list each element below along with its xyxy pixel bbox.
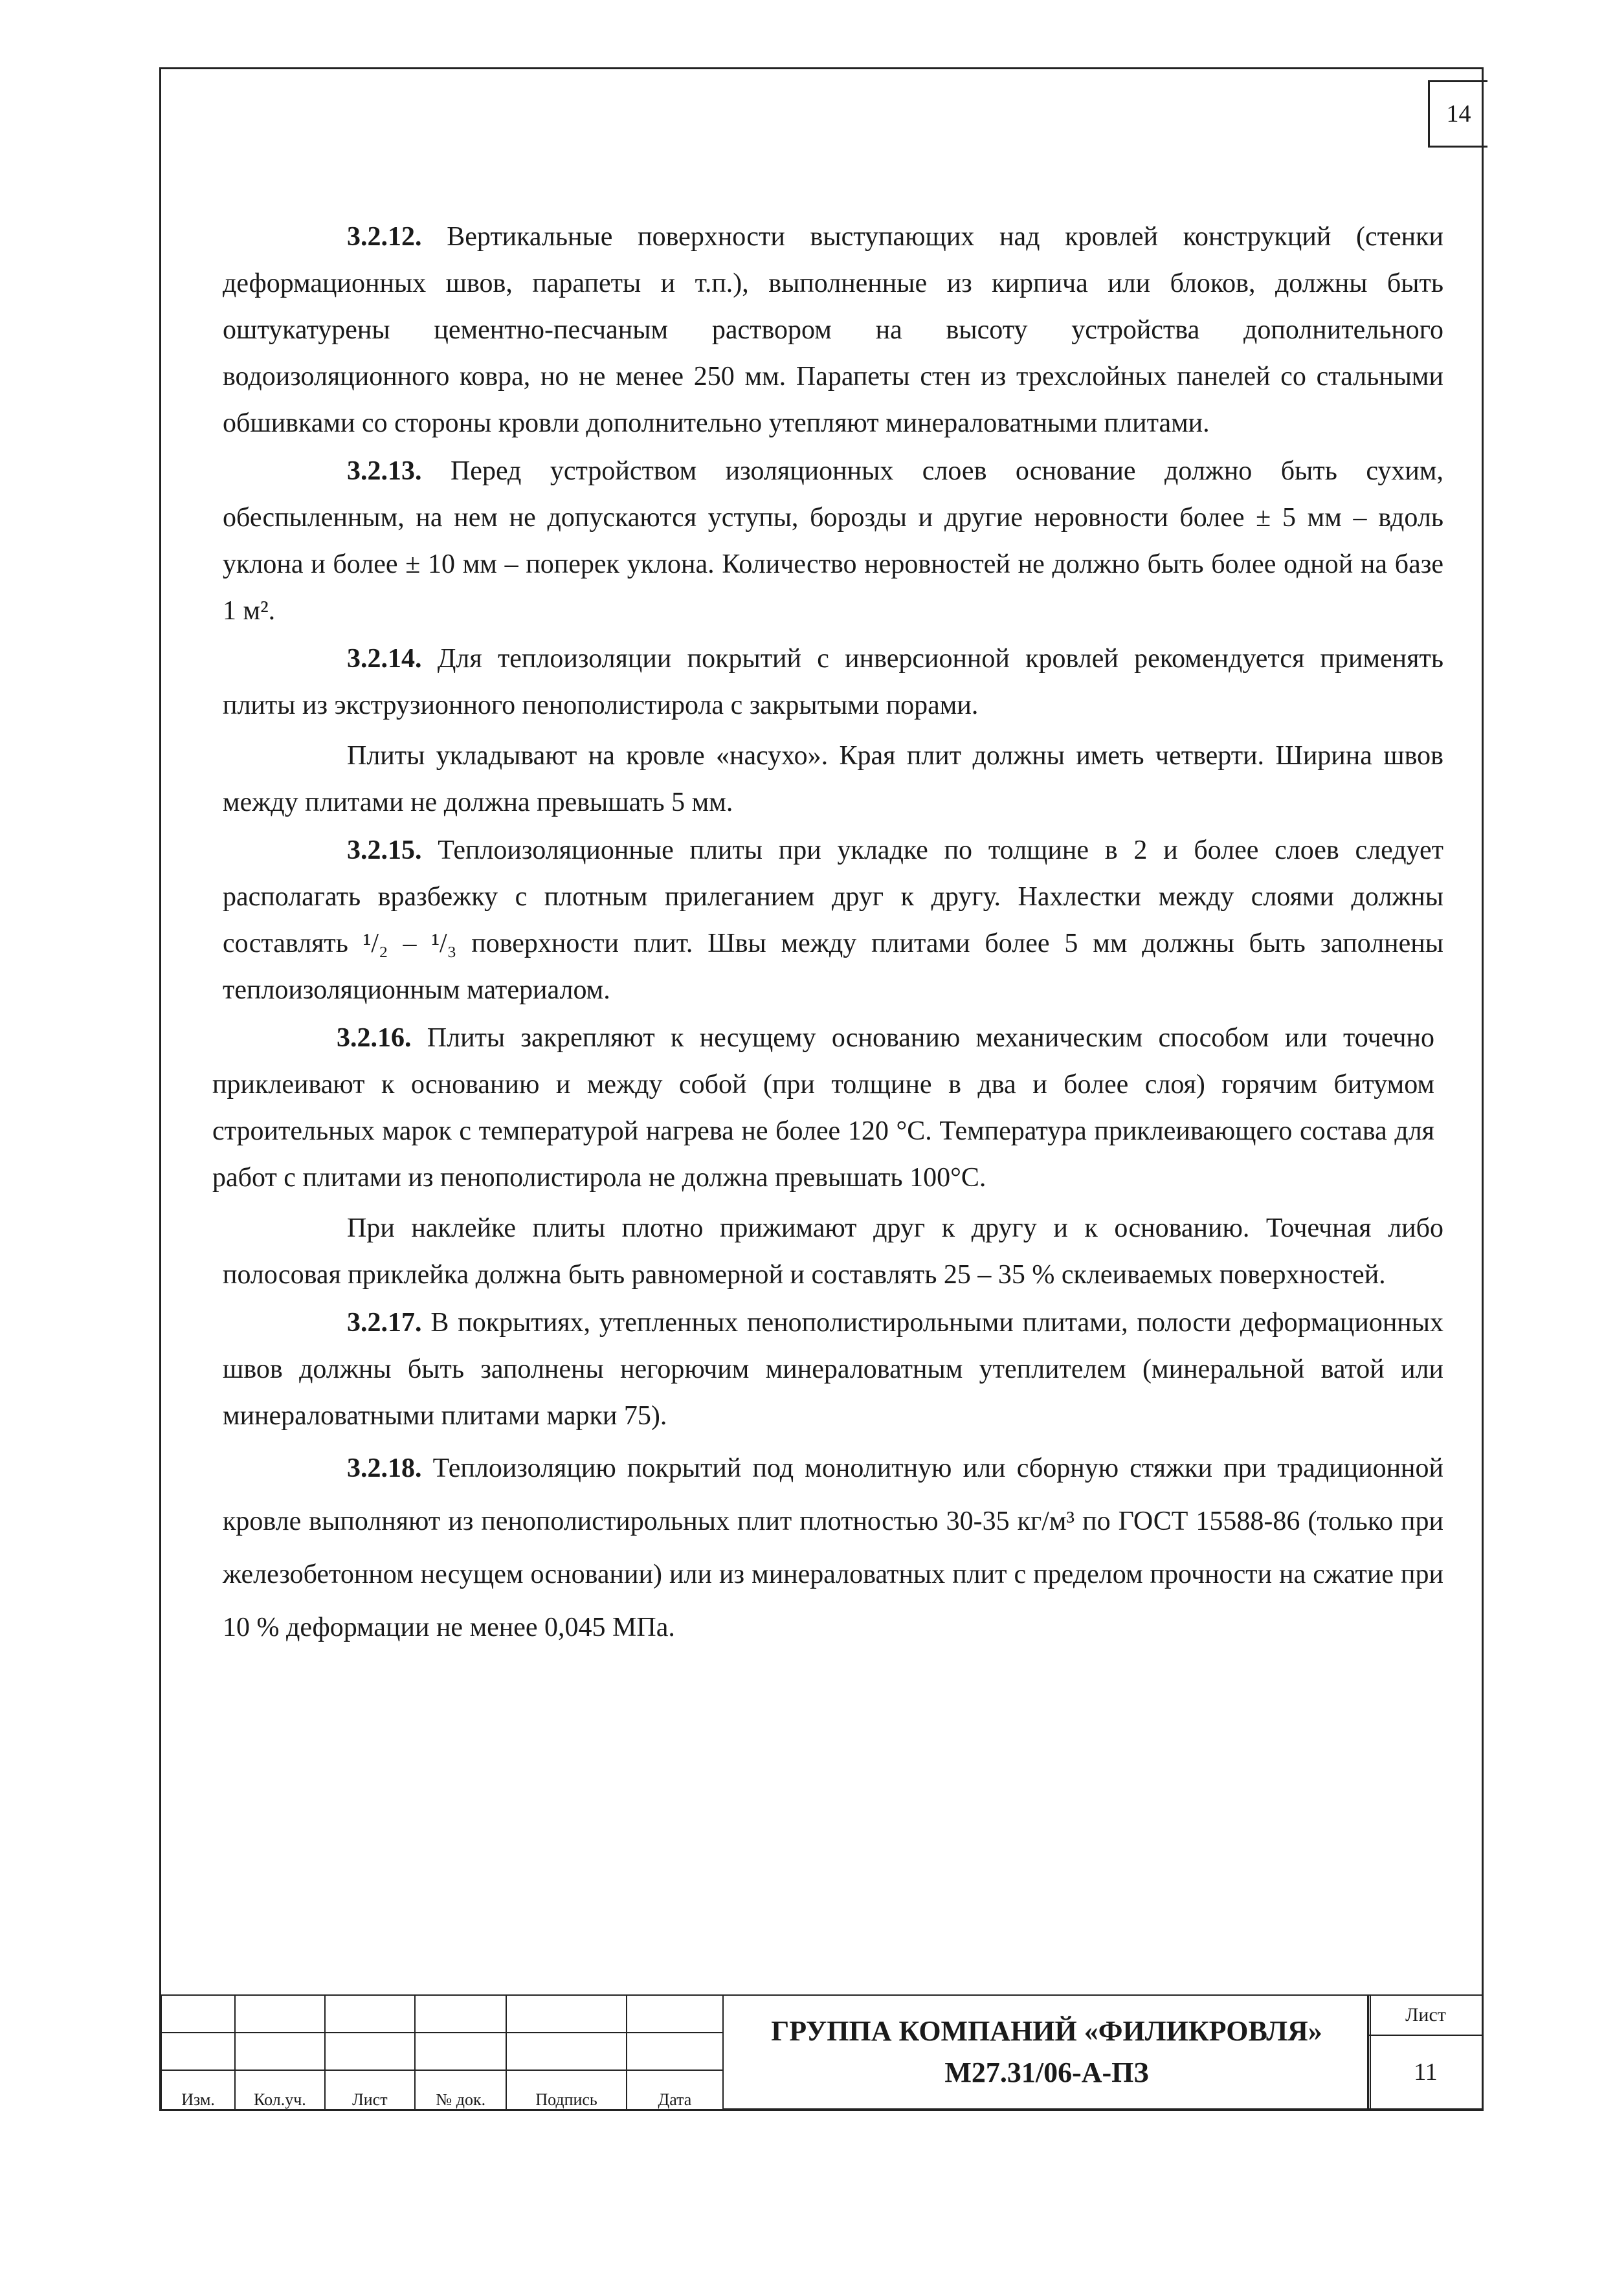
clause-number: 3.2.13.: [347, 456, 422, 486]
document-code: М27.31/06-А-ПЗ: [944, 2057, 1149, 2088]
clause-number: 3.2.14.: [347, 644, 422, 674]
document-body: [212, 214, 1443, 1654]
clause-number: 3.2.18.: [347, 1453, 422, 1483]
paragraph-3-2-12: [223, 214, 1443, 447]
revision-table: [161, 1994, 724, 2111]
sheet-number: 11: [1414, 2059, 1438, 2086]
clause-number: 3.2.17.: [347, 1308, 422, 1338]
paragraph-text: При наклейке плиты плотно прижимают друг к другу и к основанию. Точечная либо полосовая приклейка должна быть равномерной и составлять 25 – 35 % склеиваемых поверхностей.: [223, 1213, 1443, 1290]
clause-text: Для теплоизоляции покрытий с инверсионной кровлей рекомендуется применять плиты из экструзионного пенополистирола с закрытыми порами.: [223, 644, 1443, 720]
col-doc-number: № док.: [415, 2070, 506, 2110]
title-block: [161, 1994, 1484, 2110]
clause-text: Плиты закрепляют к несущему основанию механическим способом или точечно приклеивают к основанию и между собой (при толщине в два и более слоя) горячим битумом строительных марок с температурой нагрева не более 120 °С. Температура приклеивающего состава для работ с плитами из пенополистирола не должна превышать 100°С.: [212, 1023, 1434, 1193]
col-signature: Подпись: [506, 2070, 626, 2110]
company-name: ГРУППА КОМПАНИЙ «ФИЛИКРОВЛЯ»: [771, 2015, 1322, 2047]
clause-number: 3.2.12.: [347, 222, 422, 252]
page-number: 14: [1428, 80, 1487, 148]
col-kol-uch: Кол.уч.: [235, 2070, 324, 2110]
sheet-cell: [1367, 1994, 1484, 2110]
sheet-label: Лист: [1369, 1996, 1482, 2036]
paragraph-3-2-17: [223, 1299, 1443, 1439]
paragraph-gluing: [223, 1205, 1443, 1298]
paragraph-text: Плиты укладывают на кровле «насухо». Края плит должны иметь четверти. Ширина швов между плитами не должна превышать 5 мм.: [223, 741, 1443, 817]
col-izm: Изм.: [161, 2070, 235, 2110]
paragraph-plates-dry: [223, 733, 1443, 826]
paragraph-3-2-13: [223, 448, 1443, 634]
paragraph-3-2-15: [223, 827, 1443, 1013]
paragraph-3-2-14: [223, 635, 1443, 729]
clause-number: 3.2.16.: [337, 1023, 412, 1053]
paragraph-3-2-16: [212, 1015, 1434, 1201]
clause-text: Теплоизоляционные плиты при укладке по толщине в 2 и более слоев следует располагать вразбежку с плотным прилеганием друг к другу. Нахлестки между слоями должны составлять ¹/₂ – ¹/₃ поверхности плит. Швы между плитами более 5 мм должны быть заполнены теплоизоляционным материалом.: [223, 835, 1443, 1005]
clause-text: В покрытиях, утепленных пенополистирольными плитами, полости деформационных швов должны быть заполнены негорючим минераловатным утеплителем (минеральной ватой или минераловатными плитами марки 75).: [223, 1308, 1443, 1431]
clause-text: Вертикальные поверхности выступающих над кровлей конструкций (стенки деформационных швов, парапеты и т.п.), выполненные из кирпича или блоков, должны быть оштукатурены цементно-песчаным раствором на высоту устройства дополнительного водоизоляционного ковра, но не менее 250 мм. Парапеты стен из трехслойных панелей со стальными обшивками со стороны кровли дополнительно утепляют минераловатными плитами.: [223, 222, 1443, 438]
col-list: Лист: [325, 2070, 416, 2110]
col-date: Дата: [627, 2070, 723, 2110]
clause-text: Перед устройством изоляционных слоев основание должно быть сухим, обеспыленным, на нем не допускаются уступы, борозды и другие неровности более ± 5 мм – вдоль уклона и более ± 10 мм – поперек уклона. Количество неровностей не должно быть более одной на базе 1 м².: [223, 456, 1443, 626]
paragraph-3-2-18: [223, 1442, 1443, 1654]
title-block-caption: [724, 1994, 1371, 2110]
clause-text: Теплоизоляцию покрытий под монолитную или сборную стяжки при традиционной кровле выполняют из пенополистирольных плит плотностью 30-35 кг/м³ по ГОСТ 15588-86 (только при железобетонном несущем основании) или из минераловатных плит с пределом прочности на сжатие при 10 % деформации не менее 0,045 МПа.: [223, 1453, 1443, 1642]
clause-number: 3.2.15.: [347, 835, 422, 865]
